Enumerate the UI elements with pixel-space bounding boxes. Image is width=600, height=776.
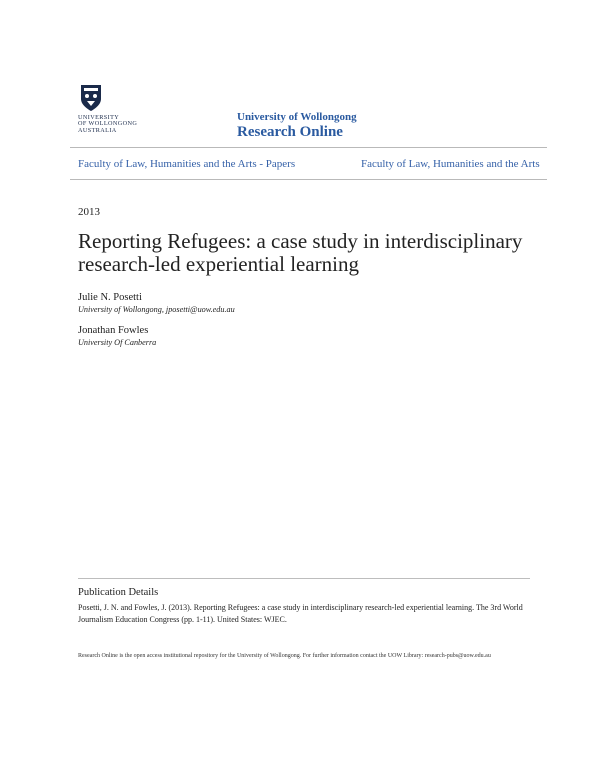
- university-logo: [78, 84, 150, 134]
- publication-year: 2013: [78, 206, 100, 218]
- publication-details-heading: Publication Details: [78, 587, 159, 598]
- author-name: Julie N. Posetti: [78, 292, 142, 303]
- logo-line: UNIVERSITY: [78, 114, 120, 121]
- paper-title: Reporting Refugees: a case study in interdisciplinary research-led experiential learning: [78, 229, 523, 276]
- crest-icon: [80, 84, 102, 112]
- publication-details-text: Posetti, J. N. and Fowles, J. (2013). Reporting Refugees: a case study in interdisciplinary research-led experiential learning. The 3rd World Journalism Education Congress (pp. 1-11). United States: WJEC.: [78, 603, 523, 624]
- repository-footer-note: Research Online is the open access institutional repository for the University of Wollongong. For further information contact the UOW Library: research-pubs@uow.edu.au: [78, 653, 491, 659]
- logo-wordmark: [78, 115, 150, 134]
- collection-link-faculty[interactable]: Faculty of Law, Humanities and the Arts: [361, 158, 540, 170]
- repository-brand[interactable]: [237, 111, 357, 141]
- logo-line: OF WOLLONGONG: [78, 120, 138, 128]
- brand-research-online[interactable]: Research Online: [237, 124, 343, 140]
- author-affiliation[interactable]: University of Wollongong, jposetti@uow.edu.au: [78, 305, 235, 314]
- brand-university[interactable]: University of Wollongong: [237, 111, 357, 123]
- author-name: Jonathan Fowles: [78, 325, 149, 336]
- author-block: [78, 325, 156, 347]
- divider-nav: [70, 179, 547, 180]
- logo-line: AUSTRALIA: [78, 126, 117, 134]
- author-affiliation: University Of Canberra: [78, 338, 157, 347]
- collection-link-papers[interactable]: Faculty of Law, Humanities and the Arts - Papers: [78, 158, 296, 170]
- divider-publication: [78, 578, 530, 579]
- divider-top: [70, 147, 547, 148]
- author-block: [78, 292, 235, 314]
